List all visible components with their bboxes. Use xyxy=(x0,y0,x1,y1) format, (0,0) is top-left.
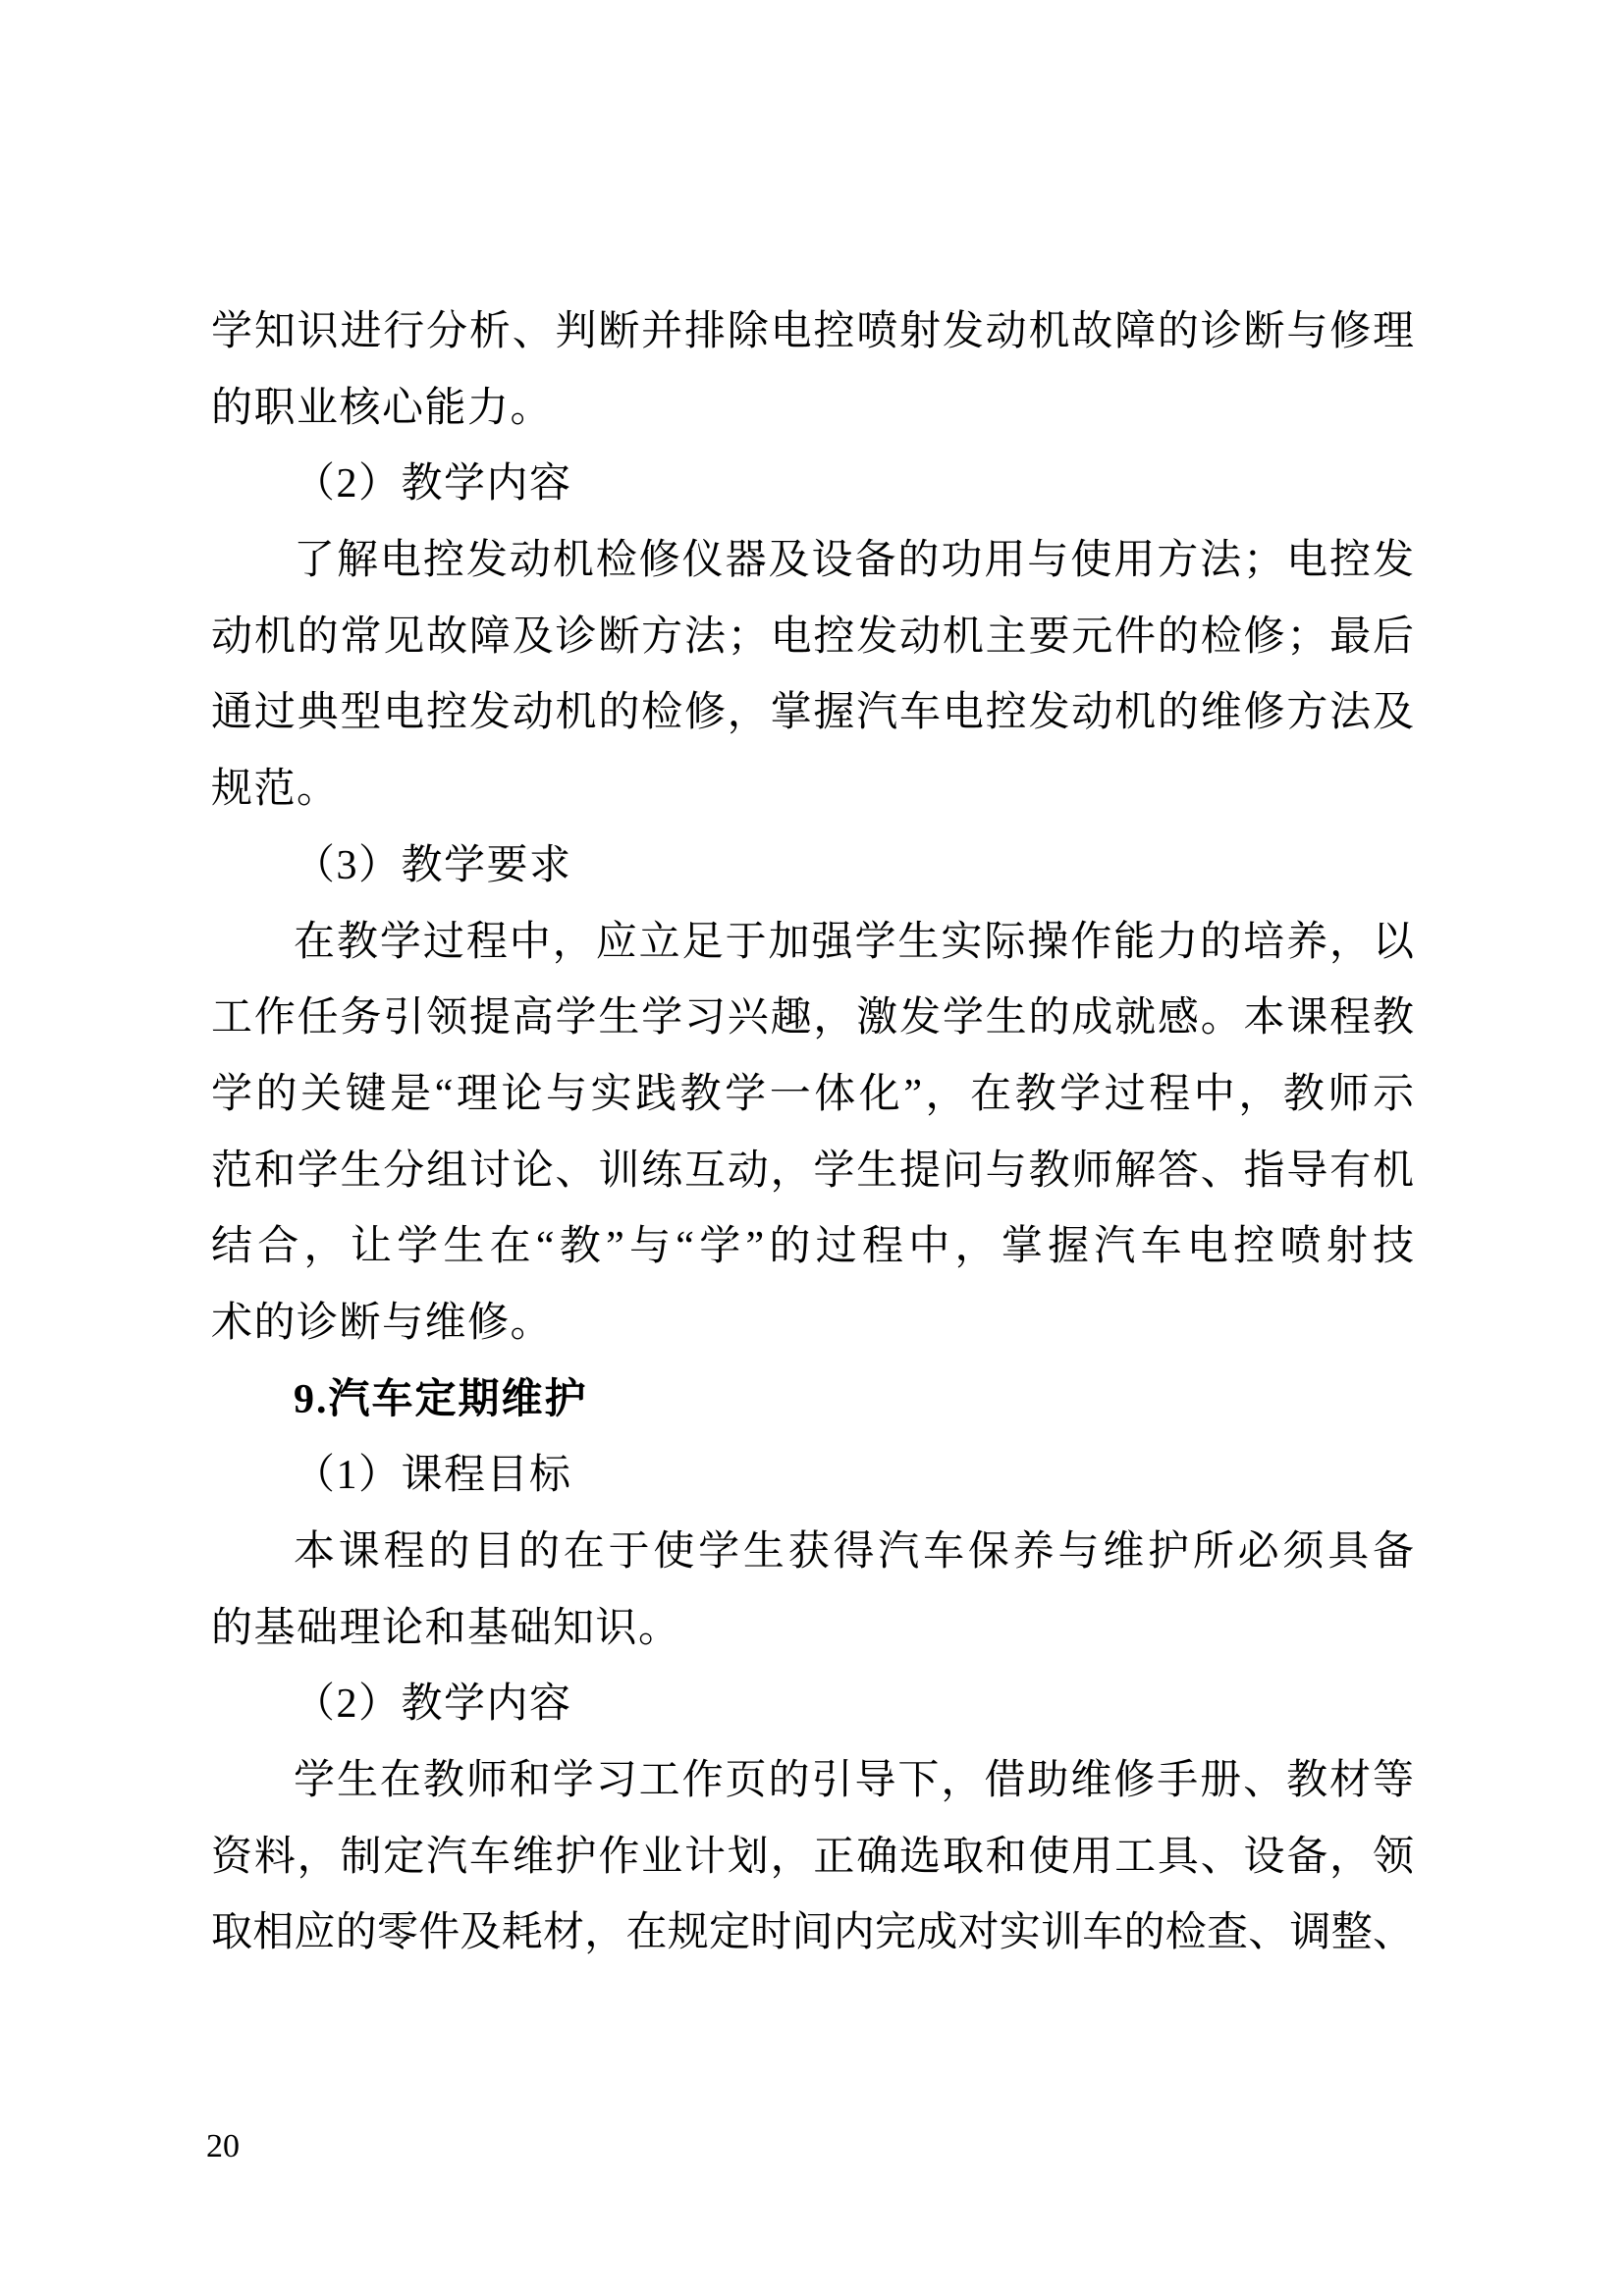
text-line: 结合，让学生在“教”与“学”的过程中，掌握汽车电控喷射技 xyxy=(211,1224,1414,1270)
page-number: 20 xyxy=(206,2128,240,2164)
text-line: （2）教学内容 xyxy=(294,1682,572,1728)
text-line: 学的关键是“理论与实践教学一体化”，在教学过程中，教师示 xyxy=(211,1071,1414,1117)
text-line: 范和学生分组讨论、训练互动，学生提问与教师解答、指导有机 xyxy=(211,1148,1414,1194)
text-line: （2）教学内容 xyxy=(294,461,572,507)
text-line: （3）教学要求 xyxy=(294,842,572,888)
text-line: 学知识进行分析、判断并排除电控喷射发动机故障的诊断与修理 xyxy=(211,309,1414,354)
document-text-block xyxy=(211,294,1414,1972)
text-line: 在教学过程中，应立足于加强学生实际操作能力的培养，以 xyxy=(294,919,1414,965)
text-line: 资料，制定汽车维护作业计划，正确选取和使用工具、设备，领 xyxy=(211,1834,1414,1880)
text-line: （1）课程目标 xyxy=(294,1453,572,1499)
text-line: 本课程的目的在于使学生获得汽车保养与维护所必须具备 xyxy=(294,1529,1414,1575)
section-heading: 9.汽车定期维护 xyxy=(294,1376,588,1422)
text-line: 通过典型电控发动机的检修，掌握汽车电控发动机的维修方法及 xyxy=(211,690,1414,736)
text-line: 学生在教师和学习工作页的引导下，借助维修手册、教材等 xyxy=(294,1758,1414,1804)
text-line: 动机的常见故障及诊断方法；电控发动机主要元件的检修；最后 xyxy=(211,614,1414,660)
text-line: 取相应的零件及耗材，在规定时间内完成对实训车的检查、调整、 xyxy=(211,1910,1414,1956)
text-line: 规范。 xyxy=(211,767,340,813)
text-line: 了解电控发动机检修仪器及设备的功用与使用方法；电控发 xyxy=(294,538,1414,584)
text-line: 术的诊断与维修。 xyxy=(211,1300,554,1346)
text-line: 工作任务引领提高学生学习兴趣，激发学生的成就感。本课程教 xyxy=(211,995,1414,1041)
text-line: 的基础理论和基础知识。 xyxy=(211,1605,681,1651)
text-line: 的职业核心能力。 xyxy=(211,385,554,431)
